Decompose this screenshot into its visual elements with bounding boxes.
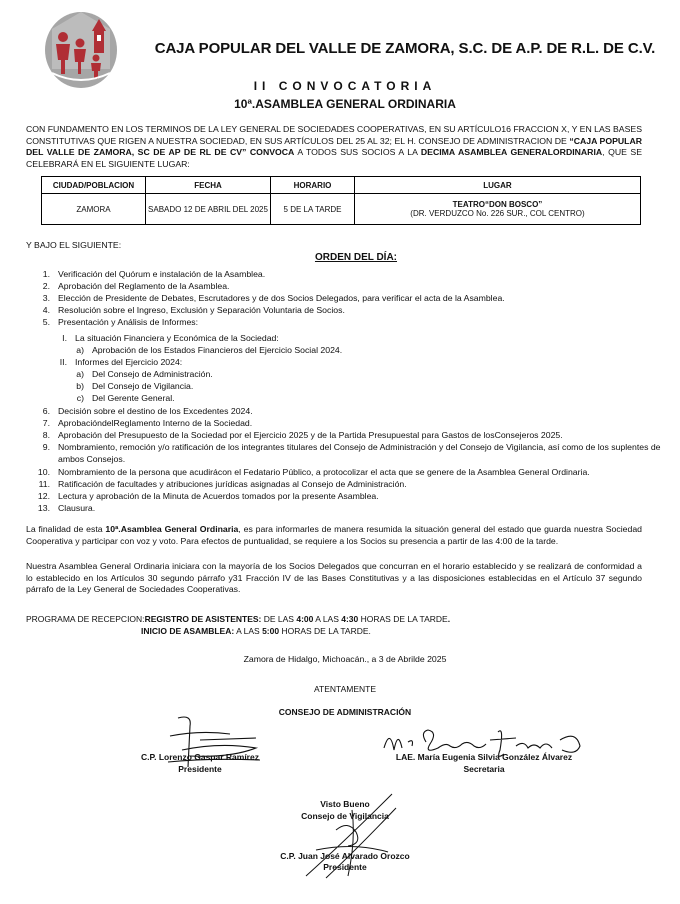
org-name: CAJA POPULAR DEL VALLE DE ZAMORA, S.C. DE A.P. DE R.L. DE C.V.	[154, 40, 656, 57]
finalidad-paragraph	[26, 524, 642, 547]
asamblea-title: 10ª.ASAMBLEA GENERAL ORDINARIA	[234, 97, 456, 111]
intro-asamblea-bold: DECIMA ASAMBLEA GENERALORDINARIA	[420, 147, 603, 158]
agenda-item: Aprobación de los Estados Financieros del Ejercicio Social 2024.	[92, 345, 343, 355]
agenda-item: AprobacióndelReglamento Interno de la Sociedad.	[58, 418, 253, 428]
finalidad-text-a: La finalidad de esta	[26, 524, 106, 534]
orden-del-dia-title: ORDEN DEL DÍA:	[314, 252, 398, 263]
agenda-item-number: 2.	[42, 281, 50, 291]
lugar-direccion: (DR. VERDUZCO No. 226 SUR., COL CENTRO)	[410, 209, 585, 218]
agenda-item: Presentación y Análisis de Informes:	[58, 317, 199, 327]
agenda-item-number: b)	[76, 381, 84, 391]
agenda-item: Clausura.	[58, 503, 96, 513]
fecha-lugar: Zamora de Hidalgo, Michoacán., a 3 de Abrilde 2025	[243, 654, 447, 664]
header-horario: HORARIO	[271, 177, 355, 194]
cell-fecha: SABADO 12 DE ABRIL DEL 2025	[146, 194, 271, 225]
registro-time-1: 4:00	[296, 614, 314, 624]
caja-popular-logo	[44, 11, 118, 89]
agenda-item: Lectura y aprobación de la Minuta de Acuerdos tomados por la presente Asamblea.	[58, 491, 379, 501]
agenda-item: Del Consejo de Vigilancia.	[92, 381, 194, 391]
agenda-item-number: 8.	[42, 430, 50, 440]
registro-text-b: A LAS	[313, 614, 342, 624]
agenda-item-number: 3.	[42, 293, 50, 303]
quorum-paragraph: Nuestra Asamblea General Ordinaria iniciara con la mayoría de los Socios Delegados que concurran en el horario establecido y se realizará de conformidad a lo establecido en los Artículos 30 segundo párrafo y31 Fracción IV de las Bases Constitutivas y a las disposiciones establecidas en el Artículo 37 segundo párrafo de la Ley General de Sociedades Cooperativas.	[26, 561, 642, 595]
agenda-item-number: I.	[62, 333, 67, 343]
lugar-nombre: TEATRO“DON BOSCO”	[452, 200, 543, 209]
agenda-item-number: a)	[76, 369, 84, 379]
agenda-item: Aprobación del Presupuesto de la Sociedad por el Ejercicio 2025 y de la Partida Presupuestal para Gastos de losConsejeros 2025.	[58, 430, 563, 440]
agenda-item: Verificación del Quórum e instalación de la Asamblea.	[58, 269, 266, 279]
secretaria-cargo: Secretaria	[463, 764, 505, 774]
programa-label: PROGRAMA DE RECEPCION:	[26, 614, 145, 624]
agenda-item-number: 11.	[38, 479, 50, 489]
vigilancia-cargo: Presidente	[323, 862, 367, 872]
agenda-item: Nombramiento de la persona que acudirácon el Fedatario Público, a protocolizar el acta que se genere de la Asamblea General Ordinaria.	[58, 467, 590, 477]
presidente-signature	[160, 712, 270, 772]
agenda-item: Resolución sobre el Ingreso, Exclusión y Separación Voluntaria de Socios.	[58, 305, 345, 315]
inicio-time: 5:00	[262, 626, 280, 636]
agenda-item-number: 6.	[42, 406, 50, 416]
lugar-table	[41, 176, 641, 225]
agenda-item-number: 10.	[37, 467, 50, 477]
agenda-item-number: 9.	[42, 442, 50, 452]
intro-text-3: , QUE SE CELEBRARÁ EN EL SIGUIENTE LUGAR:	[26, 147, 642, 169]
inicio-text-b: HORAS DE LA TARDE.	[279, 626, 371, 636]
finalidad-bold: 10ª.Asamblea General Ordinaria	[105, 524, 239, 534]
vigilancia-nombre: C.P. Juan José Alvarado Orozco	[280, 851, 410, 861]
header-lugar: LUGAR	[355, 177, 641, 194]
registro-text-c: HORAS DE LA TARDE	[358, 614, 448, 624]
atentamente: ATENTAMENTE	[313, 684, 377, 694]
header-ciudad: CIUDAD/POBLACION	[42, 177, 146, 194]
intro-org-bold: “CAJA POPULAR DEL VALLE DE ZAMORA, SC DE AP DE RL DE CV” CONVOCA	[26, 135, 643, 158]
agenda-item: Del Gerente General.	[92, 393, 175, 403]
finalidad-text-c: , es para informarles de manera resumida la situación general del estado que guarda nuestra Sociedad Cooperativa y participar con voz y voto. Para efectos de puntualidad, se requiere a los Socios su presencia a partir de las 4:00 de la tarde.	[26, 524, 642, 546]
programa-inicio	[141, 626, 371, 636]
registro-text-a: DE LAS	[261, 614, 297, 624]
agenda-item: Elección de Presidente de Debates, Escrutadores y de dos Socios Delegados, para verificar el acta de la Asamblea.	[58, 293, 505, 303]
agenda-item: Informes del Ejercicio 2024:	[75, 357, 183, 367]
agenda-item: ambos Consejos.	[58, 454, 126, 464]
consejo-vigilancia-label: Consejo de Vigilancia	[301, 811, 389, 821]
convocatoria-title: II CONVOCATORIA	[253, 79, 437, 93]
agenda-item-number: c)	[76, 393, 84, 403]
consejo-admin-label: CONSEJO DE ADMINISTRACIÓN	[278, 707, 412, 717]
agenda-item: Aprobación del Reglamento de la Asamblea.	[58, 281, 230, 291]
cell-horario: 5 DE LA TARDE	[271, 194, 355, 225]
agenda-item-number: 5.	[42, 317, 50, 327]
agenda-item: Nombramiento, remoción y/o ratificación de los integrantes titulares del Consejo de Administración y del Consejo de Vigilancia, así como de los suplentes de	[58, 442, 661, 452]
intro-paragraph	[26, 124, 642, 170]
intro-text-1: CON FUNDAMENTO EN LOS TERMINOS DE LA LEY GENERAL DE SOCIEDADES COOPERATIVAS, EN SU ARTÍCULO16 FRACCION X, Y EN LAS BASES CONSTITUTIVAS QUE RIGEN A NUESTRA SOCIEDAD, EN SUS ARTÍCULOS DEL 25 AL 32; EL H. CONSEJO DE ADMINISTRACION DE	[26, 124, 642, 146]
presidente-cargo: Presidente	[178, 764, 222, 774]
secretaria-nombre: LAE. María Eugenia Silvia González Álvarez	[395, 752, 573, 762]
agenda-item-number: II.	[59, 357, 67, 367]
header-fecha: FECHA	[146, 177, 271, 194]
agenda-item-number: a)	[76, 345, 84, 355]
registro-label: REGISTRO DE ASISTENTES:	[144, 614, 262, 624]
agenda-item: La situación Financiera y Económica de la Sociedad:	[75, 333, 279, 343]
agenda-item-number: 4.	[42, 305, 50, 315]
agenda-item-number: 13.	[37, 503, 50, 513]
visto-bueno: Visto Bueno	[320, 799, 370, 809]
agenda-item: Decisión sobre el destino de los Excedentes 2024.	[58, 406, 253, 416]
inicio-label: INICIO DE ASAMBLEA:	[141, 626, 235, 636]
registro-time-2: 4:30	[341, 614, 359, 624]
intro-text-2: A TODOS SUS SOCIOS A LA	[294, 147, 421, 158]
registro-period: .	[447, 614, 451, 624]
table-row	[42, 194, 641, 225]
agenda-item: Del Consejo de Administración.	[92, 369, 213, 379]
y-bajo-text: Y BAJO EL SIGUIENTE:	[26, 240, 122, 250]
agenda-item-number: 7.	[42, 418, 50, 428]
agenda-item-number: 12.	[37, 491, 50, 501]
cell-ciudad: ZAMORA	[42, 194, 146, 225]
programa-registro	[26, 614, 450, 624]
cell-lugar	[355, 194, 641, 225]
presidente-nombre: C.P. Lorenzo Gaspar Ramírez	[141, 752, 259, 762]
inicio-text-a: A LAS	[234, 626, 263, 636]
agenda-item: Ratificación de facultades y atribuciones jurídicas asignadas al Consejo de Administración.	[58, 479, 407, 489]
agenda-item-number: 1.	[42, 269, 50, 279]
table-header-row	[42, 177, 641, 194]
